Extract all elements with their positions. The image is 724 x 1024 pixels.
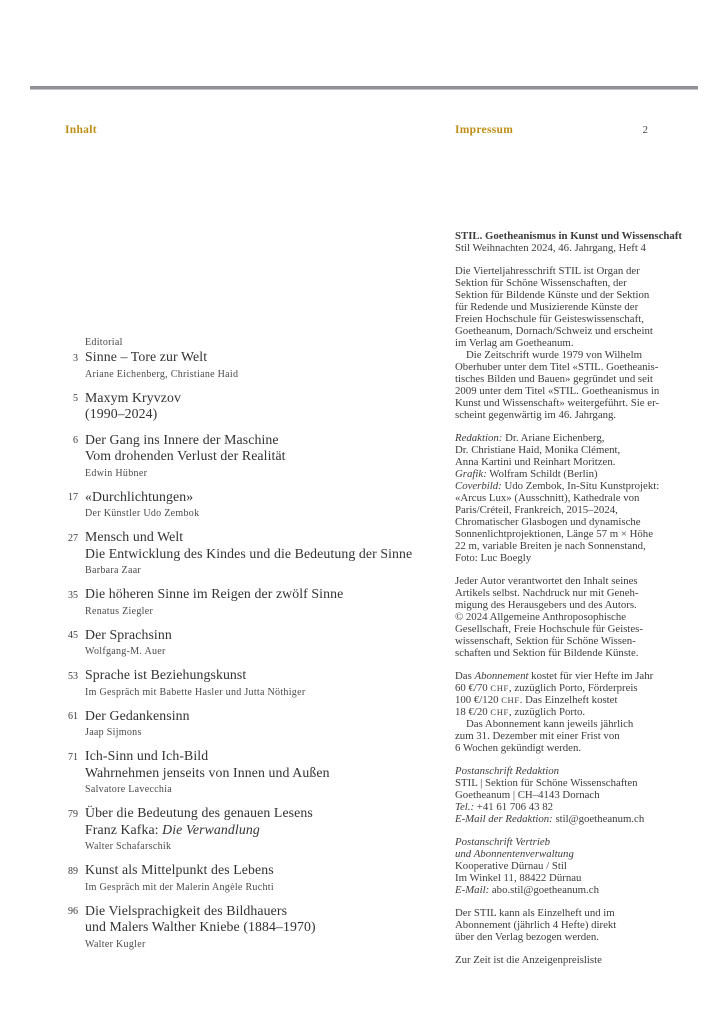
impressum-line bbox=[455, 504, 685, 516]
text-segment: kostet für vier Hefte im Jahr bbox=[528, 670, 654, 682]
toc-title-line bbox=[85, 349, 457, 366]
toc-section-label: Editorial bbox=[85, 337, 123, 348]
toc-title-line bbox=[85, 489, 457, 506]
toc-byline: Walter Kugler bbox=[85, 938, 146, 950]
text-segment: Der STIL kann als Einzelheft und im bbox=[455, 907, 615, 919]
impressum-line bbox=[455, 444, 685, 456]
impressum-block bbox=[455, 575, 685, 659]
toc-title-line bbox=[85, 862, 457, 879]
text-segment: Der Gang ins Innere der Maschine bbox=[85, 431, 279, 447]
impressum-line bbox=[455, 884, 685, 896]
text-segment: 6 Wochen gekündigt werden. bbox=[455, 742, 582, 754]
italic-segment: Abonnement bbox=[474, 670, 529, 682]
text-segment: 18 €/20 bbox=[455, 706, 491, 718]
impressum-line bbox=[455, 361, 685, 373]
text-segment: Im Winkel 11, 88422 Dürnau bbox=[455, 872, 582, 884]
impressum-line bbox=[455, 575, 685, 587]
italic-segment: Die Verwandlung bbox=[162, 821, 260, 837]
impressum-line bbox=[455, 635, 685, 647]
impressum-line bbox=[455, 730, 685, 742]
text-segment: Chromatischer Glasbogen und dynamische bbox=[455, 516, 641, 528]
toc-entry-body bbox=[68, 862, 457, 894]
text-segment: zum 31. Dezember mit einer Frist von bbox=[455, 730, 620, 742]
toc-entry-body bbox=[73, 389, 457, 423]
toc-entry bbox=[61, 708, 457, 740]
impressum-block bbox=[455, 432, 685, 564]
impressum-line bbox=[455, 872, 685, 884]
impressum-block bbox=[455, 265, 685, 421]
text-segment: «Durchlichtungen» bbox=[85, 488, 194, 504]
bold-segment: STIL. Goetheanismus in Kunst und Wissenschaft bbox=[455, 230, 683, 242]
impressum-line bbox=[455, 337, 685, 349]
text-segment: Wahrnehmen jenseits von Innen und Außen bbox=[85, 764, 330, 780]
text-segment: Gesellschaft, Freie Hochschule für Geistes- bbox=[455, 623, 643, 635]
toc-page-number: 35 bbox=[68, 589, 78, 601]
toc-title-line bbox=[85, 546, 457, 563]
impressum-block bbox=[455, 230, 685, 254]
smallcaps-segment: CHF bbox=[490, 707, 509, 717]
impressum-line bbox=[455, 528, 685, 540]
impressum-line bbox=[455, 682, 685, 694]
toc-title-line bbox=[85, 667, 457, 684]
toc-entry bbox=[61, 748, 457, 796]
impressum-line bbox=[455, 587, 685, 599]
text-segment: Kunst als Mittelpunkt des Lebens bbox=[85, 862, 274, 877]
toc-entry-body bbox=[68, 529, 457, 577]
toc-title-line bbox=[85, 627, 457, 644]
text-segment: Zur Zeit ist die Anzeigenpreisliste bbox=[455, 954, 602, 966]
text-segment: im Verlag am Goetheanum. bbox=[455, 337, 574, 349]
text-segment: stil@goetheanum.ch bbox=[552, 813, 645, 825]
italic-segment: E-Mail: bbox=[455, 884, 490, 896]
text-segment: migung des Herausgebers und des Autors. bbox=[455, 599, 637, 611]
toc-entry-body bbox=[68, 902, 457, 951]
impressum-line bbox=[455, 230, 685, 242]
text-segment: Paris/Créteil, Frankreich, 2015–2024, bbox=[455, 504, 618, 516]
text-segment: Mensch und Welt bbox=[85, 529, 184, 544]
toc-entry-body bbox=[68, 626, 457, 659]
text-segment: über den Verlag bezogen werden. bbox=[455, 931, 599, 943]
text-segment: Über die Bedeutung des genauen Lesens bbox=[85, 805, 313, 820]
impressum-heading: Impressum bbox=[455, 124, 514, 136]
smallcaps-segment: CHF bbox=[490, 683, 509, 693]
text-segment: Wolfram Schildt (Berlin) bbox=[486, 468, 598, 480]
toc-title-line bbox=[85, 586, 457, 603]
text-segment: Dr. Ariane Eichenberg, bbox=[502, 432, 605, 444]
text-segment: 22 m, variable Breiten je nach Sonnenstand, bbox=[455, 540, 646, 552]
impressum-line bbox=[455, 931, 685, 943]
text-segment: Sprache ist Beziehungskunst bbox=[85, 667, 247, 682]
text-segment: Udo Zembok, In-Situ Kunstprojekt: bbox=[501, 480, 660, 492]
toc-page-number: 79 bbox=[68, 808, 78, 820]
impressum-line bbox=[455, 385, 685, 397]
text-segment: Dr. Christiane Haid, Monika Clément, bbox=[455, 444, 621, 456]
toc-title-line bbox=[85, 765, 457, 782]
impressum-line bbox=[455, 789, 685, 801]
toc-entry bbox=[61, 862, 457, 894]
toc-entry-body bbox=[68, 667, 457, 699]
toc-list bbox=[61, 336, 457, 960]
toc-title-line bbox=[85, 822, 457, 839]
impressum-line bbox=[455, 289, 685, 301]
impressum-line bbox=[455, 718, 685, 730]
toc-title-line bbox=[85, 919, 457, 936]
toc-entry bbox=[61, 336, 457, 381]
smallcaps-segment: CHF bbox=[501, 695, 520, 705]
impressum-line bbox=[455, 242, 685, 254]
italic-segment: Postanschrift Vertrieb bbox=[455, 836, 551, 848]
impressum-line bbox=[455, 599, 685, 611]
italic-segment: Redaktion: bbox=[455, 432, 503, 444]
text-segment: für Redende und Musizierende Künste der bbox=[455, 301, 639, 313]
toc-byline: Wolfgang-M. Auer bbox=[85, 646, 166, 657]
text-segment: STIL | Sektion für Schöne Wissenschaften bbox=[455, 777, 638, 789]
toc-entry bbox=[61, 390, 457, 423]
text-segment: 2009 unter dem Titel «STIL. Goetheanismus in bbox=[455, 385, 660, 397]
toc-entry-body bbox=[68, 488, 457, 521]
text-segment: Die höheren Sinne im Reigen der zwölf Sinne bbox=[85, 586, 344, 601]
impressum-text bbox=[455, 230, 685, 977]
text-segment: Sinne – Tore zur Welt bbox=[85, 349, 208, 364]
toc-title-line bbox=[85, 406, 457, 423]
italic-segment: Coverbild: bbox=[455, 480, 502, 492]
toc-byline: Barbara Zaar bbox=[85, 565, 142, 576]
toc-byline: Salvatore Lavecchia bbox=[85, 784, 173, 795]
toc-entry-body bbox=[68, 748, 457, 796]
toc-page-number: 53 bbox=[68, 670, 78, 682]
impressum-line bbox=[455, 706, 685, 718]
text-segment: Sektion für Bildende Künste und der Sektion bbox=[455, 289, 650, 301]
text-segment: tisches Bilden und Bauen» gegründet und seit bbox=[455, 373, 653, 385]
toc-page-number: 3 bbox=[73, 352, 78, 364]
text-segment: «Arcus Lux» (Ausschnitt), Kathedrale von bbox=[455, 492, 640, 504]
text-segment: , zuzüglich Porto. bbox=[508, 706, 586, 718]
impressum-line bbox=[455, 277, 685, 289]
text-segment: schaften und Sektion für Bildende Künste. bbox=[455, 647, 639, 659]
impressum-line bbox=[455, 540, 685, 552]
impressum-line bbox=[455, 907, 685, 919]
text-segment: Vom drohenden Verlust der Realität bbox=[85, 448, 286, 463]
italic-segment: E-Mail der Redaktion: bbox=[455, 813, 553, 825]
text-segment: abo.stil@goetheanum.ch bbox=[489, 884, 599, 896]
impressum-line bbox=[455, 349, 685, 361]
toc-byline: Im Gespräch mit Babette Hasler und Jutta Nöthiger bbox=[85, 686, 306, 698]
toc-entry-body bbox=[68, 805, 457, 853]
toc-page-number: 17 bbox=[68, 492, 78, 503]
toc-entry-body bbox=[73, 349, 457, 381]
text-segment: Das bbox=[455, 670, 475, 682]
toc-page-number: 71 bbox=[68, 751, 78, 763]
toc-entry bbox=[61, 529, 457, 577]
text-segment: Das Abonnement kann jeweils jährlich bbox=[466, 718, 634, 730]
impressum-line bbox=[455, 516, 685, 528]
toc-page-number: 89 bbox=[68, 865, 78, 877]
italic-segment: Postanschrift Redaktion bbox=[455, 765, 560, 777]
italic-segment: Grafik: bbox=[455, 468, 487, 480]
impressum-line bbox=[455, 836, 685, 848]
text-segment: wissenschaft, Sektion für Schöne Wissen- bbox=[455, 635, 636, 647]
text-segment: Die Zeitschrift wurde 1979 von Wilhelm bbox=[466, 349, 642, 361]
text-segment: (1990–2024) bbox=[85, 406, 158, 421]
toc-title-line bbox=[85, 903, 457, 920]
toc-entry bbox=[61, 903, 457, 951]
impressum-line bbox=[455, 694, 685, 706]
impressum-line bbox=[455, 647, 685, 659]
text-segment: 60 €/70 bbox=[455, 682, 491, 694]
impressum-line bbox=[455, 801, 685, 813]
impressum-line bbox=[455, 301, 685, 313]
toc-byline: Ariane Eichenberg, Christiane Haid bbox=[85, 368, 239, 380]
impressum-line bbox=[455, 813, 685, 825]
text-segment: Die Vielsprachigkeit des Bildhauers bbox=[85, 902, 288, 918]
impressum-line bbox=[455, 860, 685, 872]
impressum-line bbox=[455, 919, 685, 931]
impressum-line bbox=[455, 848, 685, 860]
text-segment: Abonnement (jährlich 4 Hefte) direkt bbox=[455, 919, 617, 931]
text-segment: Die Vierteljahresschrift STIL ist Organ der bbox=[455, 265, 640, 277]
text-segment: +41 61 706 43 82 bbox=[474, 801, 554, 813]
toc-byline: Jaap Sijmons bbox=[85, 727, 142, 738]
toc-title-line bbox=[85, 708, 457, 725]
text-segment: Oberhuber unter dem Titel «STIL. Goetheanis- bbox=[455, 361, 659, 373]
text-segment: 100 €/120 bbox=[455, 694, 502, 706]
toc-byline: Walter Schafarschik bbox=[85, 841, 172, 852]
text-segment: Goetheanum | CH–4143 Dornach bbox=[455, 789, 600, 801]
impressum-line bbox=[455, 480, 685, 492]
text-segment: Die Entwicklung des Kindes und die Bedeutung der Sinne bbox=[85, 545, 413, 561]
impressum-line bbox=[455, 265, 685, 277]
text-segment: Stil Weihnachten 2024, 46. Jahrgang, Heft 4 bbox=[455, 242, 646, 254]
text-segment: Kunst und Wissenschaft» weitergeführt. Sie er- bbox=[455, 397, 660, 409]
toc-page-number: 61 bbox=[68, 711, 78, 722]
toc-entry bbox=[61, 432, 457, 480]
toc-page-number: 96 bbox=[68, 906, 78, 917]
toc-page-number: 27 bbox=[68, 532, 78, 544]
italic-segment: und Abonnentenverwaltung bbox=[455, 848, 574, 860]
impressum-line bbox=[455, 313, 685, 325]
toc-page-number: 5 bbox=[73, 393, 78, 404]
impressum-line bbox=[455, 552, 685, 564]
impressum-line bbox=[455, 456, 685, 468]
toc-entry bbox=[61, 805, 457, 853]
text-segment: Der Gedankensinn bbox=[85, 707, 190, 723]
text-segment: Der Sprachsinn bbox=[85, 626, 172, 642]
impressum-line bbox=[455, 409, 685, 421]
toc-byline: Der Künstler Udo Zembok bbox=[85, 508, 200, 519]
text-segment: und Malers Walther Kniebe (1884–1970) bbox=[85, 919, 316, 934]
impressum-block bbox=[455, 670, 685, 754]
text-segment: Goetheanum, Dornach/Schweiz und erscheint bbox=[455, 325, 653, 337]
text-segment: scheint gegenwärtig im 46. Jahrgang. bbox=[455, 409, 617, 421]
text-segment: Anna Kartini und Reinhart Moritzen. bbox=[455, 456, 616, 468]
impressum-line bbox=[455, 954, 685, 966]
text-segment: © 2024 Allgemeine Anthroposophische bbox=[455, 611, 627, 623]
impressum-line bbox=[455, 397, 685, 409]
impressum-line bbox=[455, 742, 685, 754]
toc-entry-body bbox=[68, 707, 457, 740]
top-rule bbox=[30, 86, 698, 90]
toc-byline: Renatus Ziegler bbox=[85, 605, 154, 617]
impressum-line bbox=[455, 468, 685, 480]
toc-byline: Im Gespräch mit der Malerin Angèle Ruchti bbox=[85, 881, 274, 893]
italic-segment: Tel.: bbox=[455, 801, 475, 813]
toc-entry bbox=[61, 586, 457, 618]
text-segment: Sonnenlichtprojektionen, Länge 57 m × Höhe bbox=[455, 528, 653, 540]
impressum-line bbox=[455, 432, 685, 444]
text-segment: Foto: Luc Boegly bbox=[455, 552, 532, 564]
text-segment: , zuzüglich Porto, Förderpreis bbox=[508, 682, 638, 694]
text-segment: Jeder Autor verantwortet den Inhalt seines bbox=[455, 575, 638, 587]
toc-title-line bbox=[85, 748, 457, 765]
text-segment: Sektion für Schöne Wissenschaften, der bbox=[455, 277, 627, 289]
impressum-block bbox=[455, 954, 685, 966]
toc-entry bbox=[61, 627, 457, 659]
text-segment: Kooperative Dürnau / Stil bbox=[455, 860, 567, 872]
toc-entry bbox=[61, 489, 457, 521]
impressum-line bbox=[455, 325, 685, 337]
toc-title-line bbox=[85, 805, 457, 822]
impressum-block bbox=[455, 907, 685, 943]
impressum-line bbox=[455, 373, 685, 385]
toc-page-number: 6 bbox=[73, 435, 78, 446]
text-segment: Ich-Sinn und Ich-Bild bbox=[85, 748, 209, 763]
toc-title-line bbox=[85, 448, 457, 465]
inhalt-heading: Inhalt bbox=[65, 124, 97, 136]
toc-title-line bbox=[85, 390, 457, 407]
impressum-line bbox=[455, 492, 685, 504]
impressum-line bbox=[455, 670, 685, 682]
text-segment: . Das Einzelheft kostet bbox=[519, 694, 618, 706]
page-number: 2 bbox=[642, 124, 648, 136]
toc-page-number: 45 bbox=[68, 630, 78, 641]
text-segment: Maxym Kryvzov bbox=[85, 389, 181, 405]
toc-entry-body bbox=[68, 586, 457, 618]
toc-byline: Edwin Hübner bbox=[85, 467, 148, 479]
text-segment: Freien Hochschule für Geisteswissenschaft, bbox=[455, 313, 644, 325]
impressum-line bbox=[455, 777, 685, 789]
impressum-block bbox=[455, 765, 685, 825]
impressum-line bbox=[455, 765, 685, 777]
impressum-line bbox=[455, 611, 685, 623]
toc-title-line bbox=[85, 529, 457, 546]
impressum-line bbox=[455, 623, 685, 635]
text-segment: Artikels selbst. Nachdruck nur mit Geneh- bbox=[455, 587, 639, 599]
text-segment: Franz Kafka: bbox=[85, 821, 163, 837]
impressum-block bbox=[455, 836, 685, 896]
toc-entry bbox=[61, 667, 457, 699]
toc-title-line bbox=[85, 432, 457, 449]
toc-entry-body bbox=[73, 431, 457, 480]
